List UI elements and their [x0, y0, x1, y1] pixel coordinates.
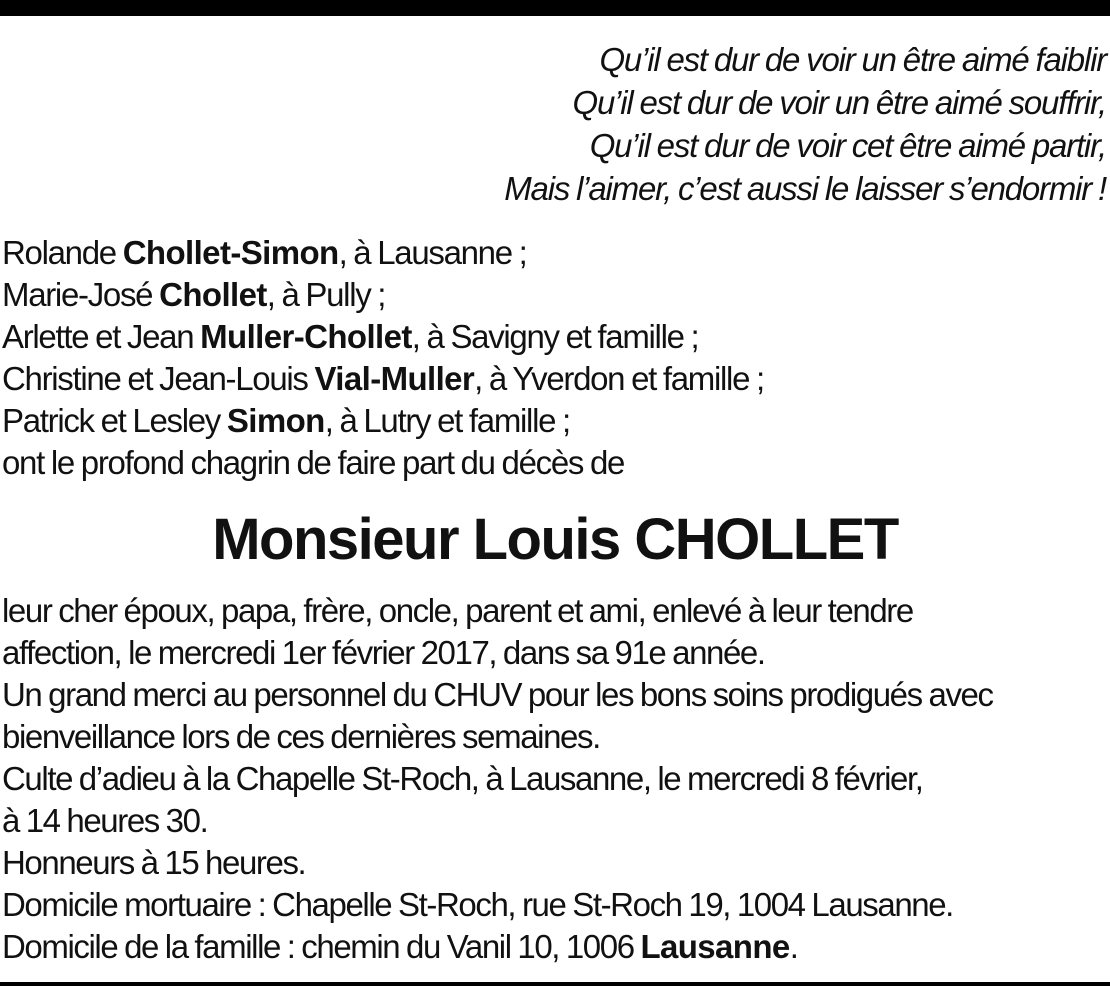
family-member-first: Christine et Jean-Louis: [2, 360, 315, 397]
family-member-first: Arlette et Jean: [2, 318, 201, 355]
body-line: Domicile mortuaire : Chapelle St-Roch, rue St-Roch 19, 1004 Lausanne.: [2, 886, 953, 923]
poem-line: Qu’il est dur de voir un être aimé souffrir,: [572, 84, 1106, 121]
family-member-first: Patrick et Lesley: [2, 402, 227, 439]
family-member-surname: Vial-Muller: [314, 360, 475, 397]
family-domicile-prefix: Domicile de la famille : chemin du Vanil 10, 1006: [2, 928, 641, 965]
top-rule: [0, 0, 1110, 16]
poem-line: Mais l’aimer, c’est aussi le laisser s’endormir !: [504, 170, 1106, 207]
family-member-rest: , à Savigny et famille ;: [411, 318, 699, 355]
family-member-surname: Muller-Chollet: [200, 318, 412, 355]
family-member-rest: , à Lutry et famille ;: [324, 402, 570, 439]
family-member: [2, 274, 764, 316]
family-domicile-city: Lausanne: [640, 928, 790, 965]
body-line: Culte d’adieu à la Chapelle St-Roch, à Lausanne, le mercredi 8 février,: [2, 760, 923, 797]
body-line: à 14 heures 30.: [2, 802, 208, 839]
family-member-surname: Simon: [226, 402, 325, 439]
family-domicile: [2, 926, 993, 968]
family-domicile-suffix: .: [789, 928, 798, 965]
family-member-first: Marie-José: [2, 276, 160, 313]
family-member-surname: Chollet: [159, 276, 267, 313]
family-member: [2, 316, 764, 358]
family-member-rest: , à Pully ;: [266, 276, 386, 313]
poem-line: Qu’il est dur de voir cet être aimé partir,: [589, 127, 1106, 164]
family-list: [2, 232, 764, 484]
deceased-name: Monsieur Louis CHOLLET: [212, 507, 898, 572]
family-member-first: Rolande: [2, 234, 123, 271]
poem-line: Qu’il est dur de voir un être aimé faiblir: [599, 41, 1106, 78]
family-member-rest: , à Lausanne ;: [338, 234, 527, 271]
obituary-body: [2, 590, 993, 968]
body-line: Honneurs à 15 heures.: [2, 844, 306, 881]
family-member: [2, 358, 764, 400]
body-line: bienveillance lors de ces dernières semaines.: [2, 718, 600, 755]
family-member: [2, 400, 764, 442]
body-line: Un grand merci au personnel du CHUV pour les bons soins prodigués avec: [2, 676, 993, 713]
family-member-rest: , à Yverdon et famille ;: [474, 360, 764, 397]
poem: [504, 38, 1106, 210]
body-line: affection, le mercredi 1er février 2017, dans sa 91e année.: [2, 634, 765, 671]
family-member-surname: Chollet-Simon: [122, 234, 339, 271]
announcement-text: ont le profond chagrin de faire part du décès de: [2, 444, 625, 481]
family-member: [2, 232, 764, 274]
bottom-rule: [0, 982, 1110, 986]
body-line: leur cher époux, papa, frère, oncle, parent et ami, enlevé à leur tendre: [2, 592, 913, 629]
